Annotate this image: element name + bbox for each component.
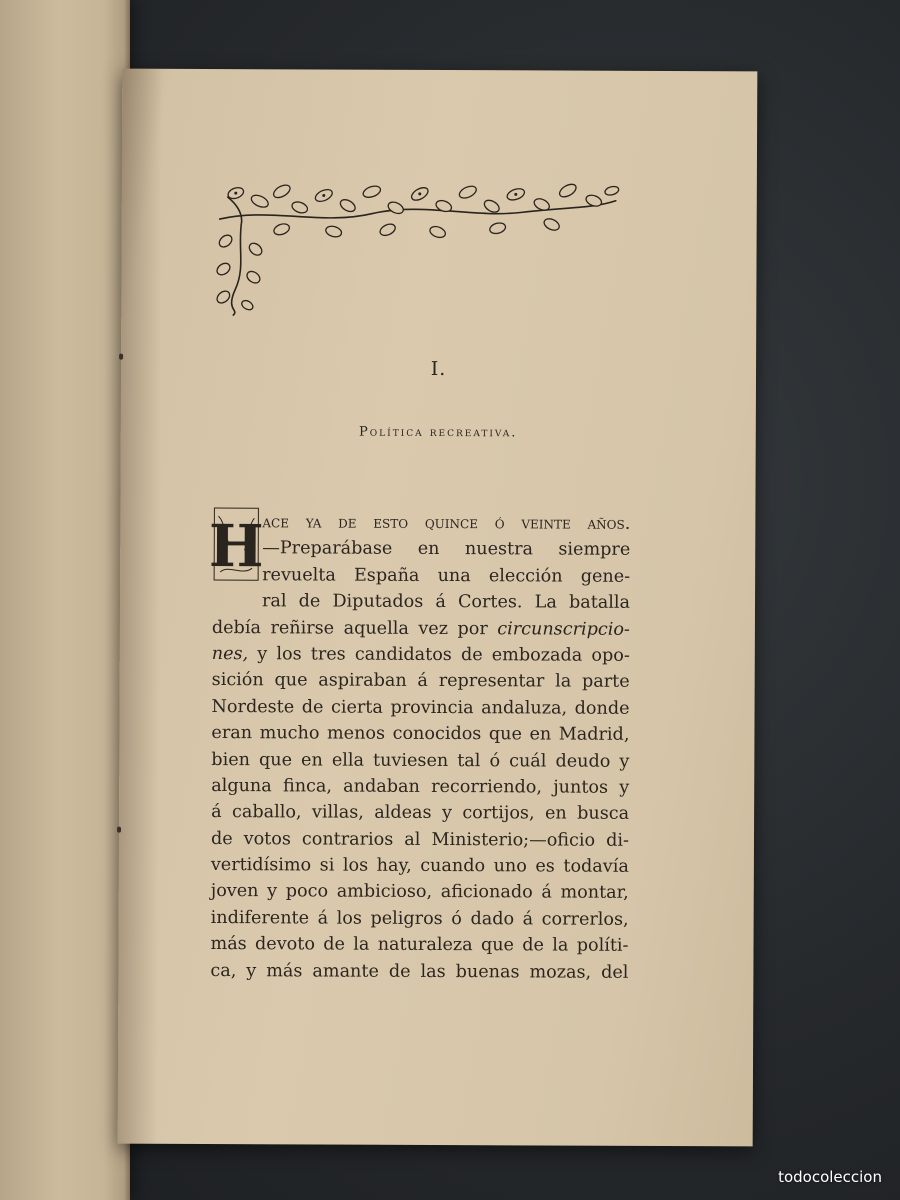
text-line: á caballo, villas, aldeas y cortijos, en busca: [211, 802, 630, 825]
text-fragment: debía reñirse aquella vez por: [211, 617, 488, 639]
text-line: sición que aspiraban á representar la parte: [211, 670, 630, 693]
chapter-number: I.: [430, 357, 447, 381]
svg-text:H: H: [208, 512, 264, 581]
chapter-title: Política recreativa.: [359, 424, 518, 441]
text-line: indiferente á los peligros ó dado á correrlos,: [210, 907, 629, 930]
text-line: [262, 509, 630, 537]
left-page: [0, 0, 130, 1200]
binding-thread-dot: [117, 827, 121, 833]
text-fragment: y los tres candidatos de embozada opo-: [257, 644, 630, 666]
text-line: joven y poco ambicioso, aficionado á montar,: [210, 881, 629, 904]
text-line: ca, y más amante de las buenas mozas, del: [210, 960, 629, 983]
text-line: —Preparábase en nuestra siempre: [262, 538, 631, 561]
text-line: vertidísimo si los hay, cuando uno es todavía: [210, 855, 629, 877]
text-line: [212, 615, 630, 643]
watermark-text: todocoleccion: [778, 1168, 882, 1186]
italic-fragment: nes,: [211, 643, 249, 665]
text-line: Nordeste de cierta provincia andaluza, donde: [211, 696, 630, 719]
text-line: [212, 641, 630, 669]
vine-ornament-icon: [211, 177, 622, 319]
italic-fragment: circunscripcio-: [497, 618, 630, 640]
text-line: alguna finca, andaban recorriendo, juntos y: [211, 775, 630, 798]
text-line: de votos contrarios al Ministerio;—oficio di-: [210, 828, 630, 851]
text-line: revuelta España una elección gene-: [262, 565, 631, 587]
text-line: bien que en ella tuviesen tal ó cuál deudo y: [211, 749, 630, 772]
text-line: más devoto de la naturaleza que de la políti-: [210, 934, 629, 957]
text-line: ral de Diputados á Cortes. La batalla: [261, 591, 631, 614]
body-text: [210, 509, 630, 986]
text-line: eran mucho menos conocidos que en Madrid,: [211, 723, 630, 745]
first-line-text: ace ya de esto quince ó veinte años.: [262, 512, 631, 534]
book-page: [118, 69, 758, 1147]
gutter-shadow: [118, 69, 163, 1144]
